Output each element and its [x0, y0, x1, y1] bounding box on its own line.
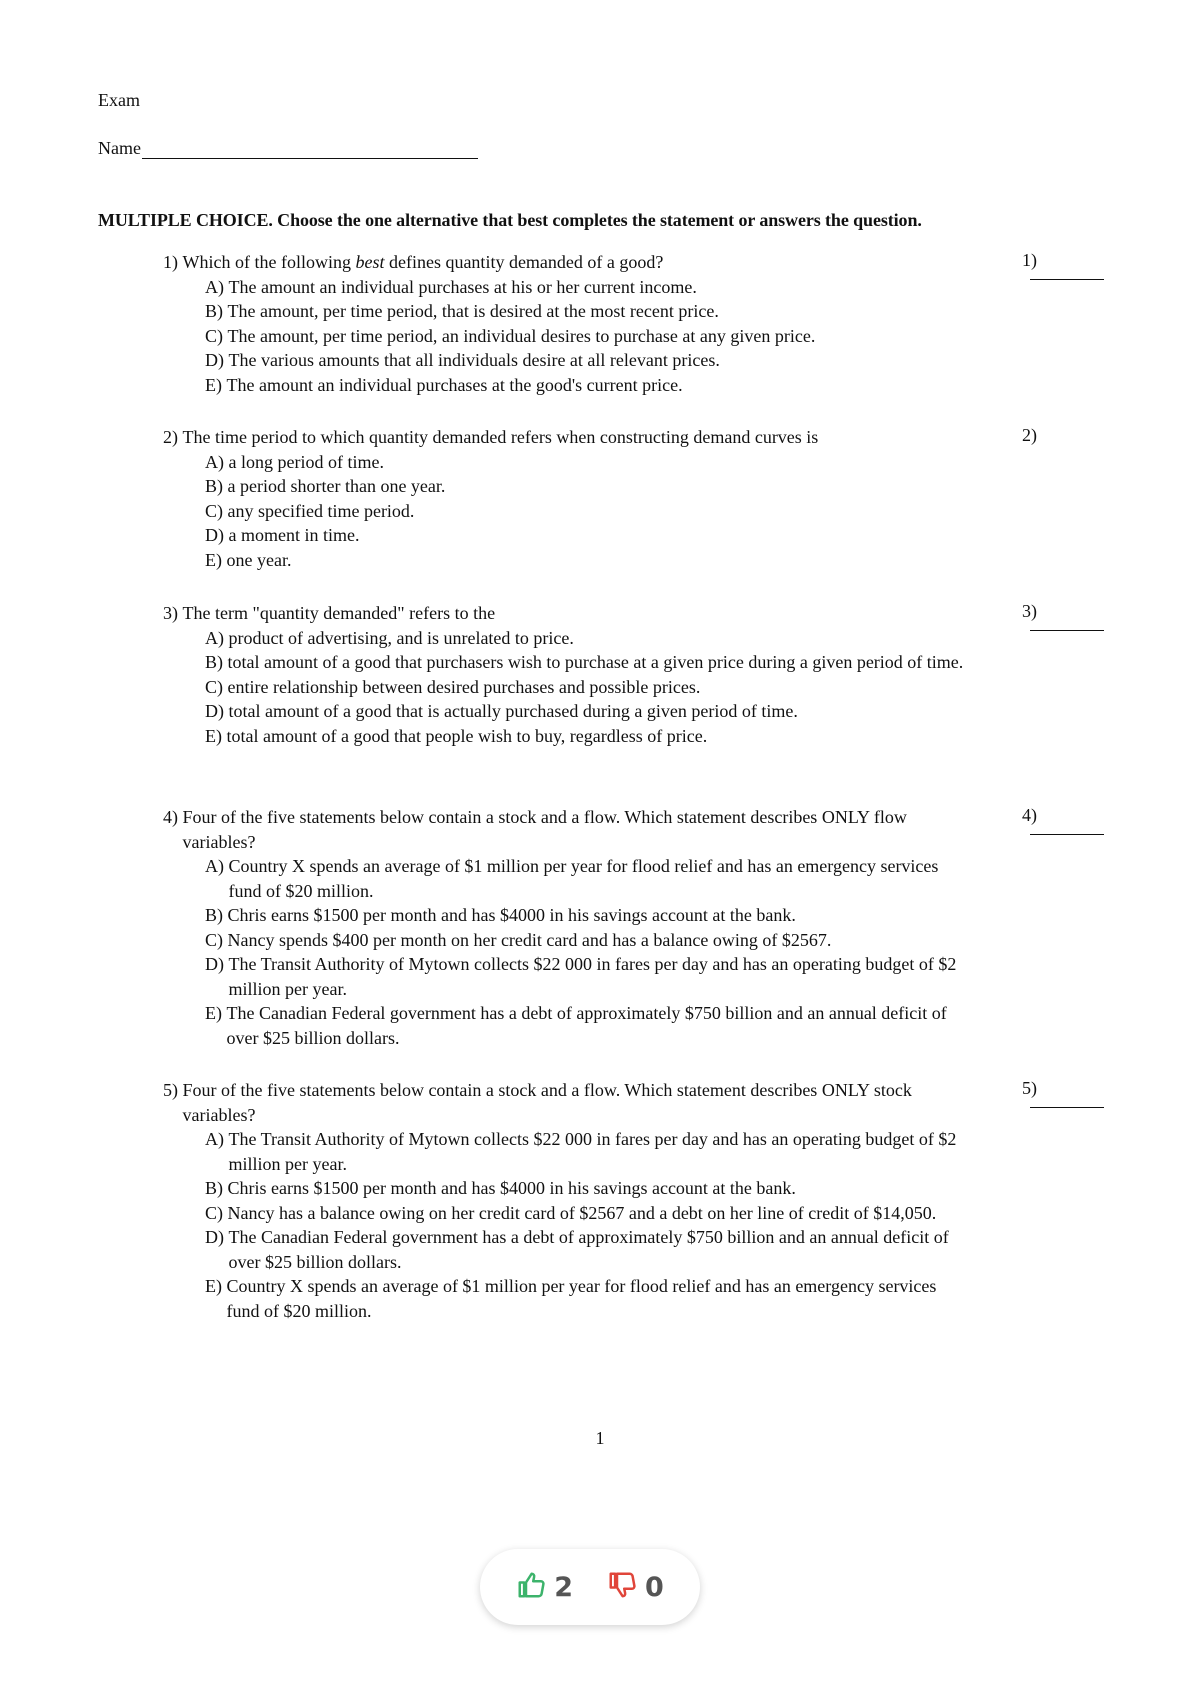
question-stem: Four of the five statements below contain a stock and a flow. Which statement describes ONLY stock variables? [182, 1080, 912, 1125]
exam-label: Exam [98, 90, 140, 110]
choice-a: A) The amount an individual purchases at his or her current income. [205, 276, 697, 297]
answer-label: 5) [1022, 1078, 1037, 1098]
choice-e: E) total amount of a good that people wish to buy, regardless of price. [205, 725, 708, 746]
answer-slot-2[interactable] [1022, 425, 1102, 446]
page-number: 1 [595, 1428, 605, 1448]
choice-e: E) one year. [205, 549, 292, 570]
section-instructions: MULTIPLE CHOICE. Choose the one alternative that best completes the statement or answers the question. [98, 210, 922, 230]
answer-blank [1030, 630, 1104, 631]
name-underline [142, 140, 478, 159]
choice-d: D) a moment in time. [205, 525, 360, 545]
choice-b: B) a period shorter than one year. [205, 476, 446, 496]
answer-blank [1030, 279, 1104, 280]
answer-blank [1030, 1107, 1104, 1108]
choice-c: C) Nancy has a balance owing on her credit card of $2567 and a debt on her line of credit of $14,050. [205, 1202, 937, 1223]
choice-b: B) total amount of a good that purchasers wish to purchase at a given price during a given period of time. [205, 652, 964, 672]
choice-a: A) The Transit Authority of Mytown collects $22 000 in fares per day and has an operating budget of $2 million per year. [205, 1129, 957, 1174]
choice-c: C) any specified time period. [205, 500, 415, 521]
choice-a: A) Country X spends an average of $1 million per year for flood relief and has an emergency services fund of $20 million. [205, 856, 939, 901]
answer-slot-3[interactable] [1022, 601, 1102, 631]
question-2 [163, 425, 973, 572]
choice-c: C) The amount, per time period, an individual desires to purchase at any given price. [205, 325, 816, 346]
answer-slot-4[interactable] [1022, 805, 1102, 835]
choice-b: B) Chris earns $1500 per month and has $4000 in his savings account at the bank. [205, 905, 796, 925]
answer-blank [1030, 834, 1104, 835]
name-field[interactable] [98, 138, 478, 159]
question-number: 4) [163, 807, 178, 827]
question-4 [163, 805, 973, 1050]
answer-slot-1[interactable] [1022, 250, 1102, 280]
question-number: 5) [163, 1080, 178, 1100]
thumbs-down-icon [607, 1570, 637, 1604]
choice-d: D) The various amounts that all individuals desire at all relevant prices. [205, 350, 720, 370]
choice-a: A) product of advertising, and is unrelated to price. [205, 627, 574, 648]
question-stem: The time period to which quantity demanded refers when constructing demand curves is [182, 427, 819, 447]
question-number: 3) [163, 603, 178, 623]
choice-c: C) Nancy spends $400 per month on her credit card and has a balance owing of $2567. [205, 929, 832, 950]
question-number: 2) [163, 427, 178, 447]
question-1 [163, 250, 973, 397]
question-stem: Four of the five statements below contain a stock and a flow. Which statement describes ONLY flow variables? [182, 807, 907, 852]
emphasis-text: best [355, 252, 385, 272]
question-stem: The term "quantity demanded" refers to the [182, 603, 496, 623]
question-5 [163, 1078, 973, 1323]
thumbs-up-button[interactable] [516, 1570, 573, 1604]
choice-e: E) The amount an individual purchases at the good's current price. [205, 374, 683, 395]
question-number: 1) [163, 252, 178, 272]
choice-d: D) The Transit Authority of Mytown collects $22 000 in fares per day and has an operating budget of $2 million per year. [205, 954, 957, 999]
up-vote-count: 2 [554, 1571, 573, 1603]
choice-e: E) Country X spends an average of $1 million per year for flood relief and has an emergency services fund of $20 million. [205, 1276, 937, 1321]
down-vote-count: 0 [645, 1571, 664, 1603]
name-label: Name [98, 138, 141, 158]
answer-label: 3) [1022, 601, 1037, 621]
choice-e: E) The Canadian Federal government has a debt of approximately $750 billion and an annual deficit of over $25 billion dollars. [205, 1003, 947, 1048]
answer-label: 1) [1022, 250, 1037, 270]
answer-slot-5[interactable] [1022, 1078, 1102, 1108]
question-3 [163, 601, 973, 748]
thumbs-up-icon [516, 1570, 546, 1604]
choice-b: B) Chris earns $1500 per month and has $4000 in his savings account at the bank. [205, 1178, 796, 1198]
choice-c: C) entire relationship between desired purchases and possible prices. [205, 676, 701, 697]
choice-d: D) total amount of a good that is actually purchased during a given period of time. [205, 701, 798, 721]
choice-d: D) The Canadian Federal government has a debt of approximately $750 billion and an annual deficit of over $25 billion dollars. [205, 1227, 949, 1272]
answer-label: 4) [1022, 805, 1037, 825]
answer-label: 2) [1022, 425, 1037, 445]
thumbs-down-button[interactable] [607, 1570, 664, 1604]
choice-b: B) The amount, per time period, that is desired at the most recent price. [205, 301, 719, 321]
choice-a: A) a long period of time. [205, 451, 384, 472]
question-stem: Which of the following best defines quantity demanded of a good? [182, 252, 664, 272]
vote-widget [480, 1549, 700, 1625]
